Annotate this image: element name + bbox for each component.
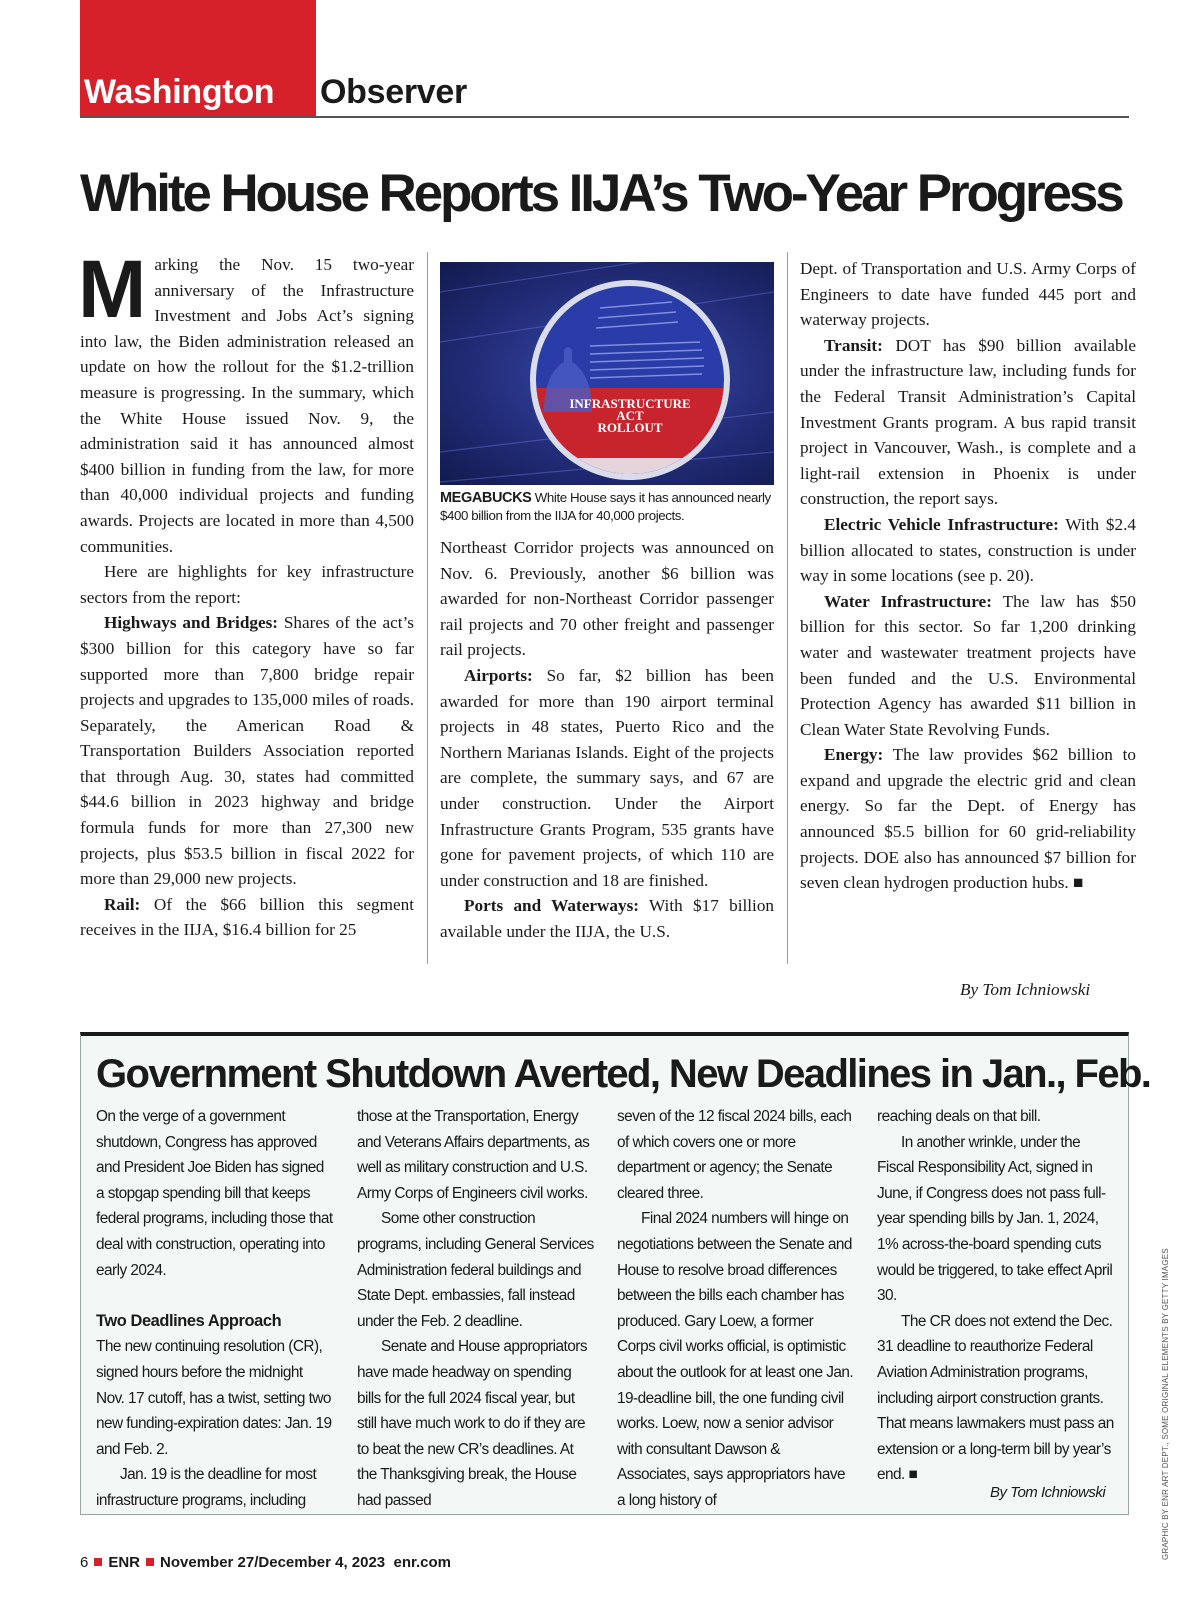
energy-label: Energy: — [824, 745, 884, 765]
ports-continued: Dept. of Transportation and U.S. Army Corps of Engineers to date have funded 445 port and waterway projects. — [800, 259, 1136, 330]
sidebar-subhead: Two Deadlines Approach — [96, 1311, 282, 1330]
transit-label: Transit: — [824, 335, 883, 355]
sidebar-paragraph: The new continuing resolution (CR), signed hours before the midnight Nov. 17 cutoff, has a twist, setting two new funding-expiration dates: Jan. 19 and Feb. 2. — [96, 1338, 332, 1458]
ev-label: Electric Vehicle Infrastructure: — [824, 514, 1059, 534]
ports-text: With $17 billion available under the IIJA, the U.S. — [440, 896, 775, 941]
article-paragraph: Here are highlights for key infrastructure sectors from the report: — [80, 562, 414, 607]
sidebar-paragraph: On the verge of a government shutdown, Congress has approved and President Joe Biden has signed a stopgap spending bill that keeps federal programs, including those that deal with construction, operating into early 2024. — [96, 1108, 333, 1279]
lede-text: arking the Nov. 15 two-year anniversary of the Infrastructure Investment and Jobs Act’s signing into law, the Biden administration released an update on how the rollout for the $1.2-trillion measure is progressing. In the summary, which the White House issued Nov. 9, the administration said it has announced almost $400 billion in funding from the law, for more than 40,000 individual projects and funding awards. Projects are located in more than 4,500 communities. — [80, 255, 414, 556]
rollout-photo — [440, 262, 774, 485]
airports-text: So far, $2 billion has been awarded for more than 190 airport terminal projects in 48 states, Puerto Rico and the Northern Marianas Islands. Eight of the projects are complete, the summary says, and 67 are under construction. Under the Airport Infrastructure Grants Program, 535 grants have gone for pavement projects, of which 110 are under construction and 18 are finished. — [440, 665, 774, 890]
page-footer — [80, 1553, 451, 1573]
sidebar-column-2 — [357, 1104, 595, 1514]
rail-text: Of the $66 billion this segment receives in the IIJA, $16.4 billion for 25 — [80, 894, 414, 940]
caption-label: MEGABUCKS — [440, 490, 532, 506]
water-text: The law has $50 billion for this sector. So far 1,200 drinking water and wastewater treatment projects have been funded and the U.S. Environmental Protection Agency has awarded $11 billion in Clean Water State Revolving Funds. — [800, 591, 1136, 739]
sidebar-paragraph: reaching deals on that bill. — [877, 1108, 1041, 1125]
issue-date: November 27/December 4, 2023 — [160, 1554, 386, 1571]
section-label-observer: Observer — [320, 73, 467, 111]
energy-paragraph — [800, 742, 1136, 896]
column-divider — [427, 252, 428, 964]
ev-paragraph — [800, 512, 1136, 589]
sidebar-byline: By Tom Ichniowski — [990, 1484, 1106, 1501]
water-paragraph — [800, 589, 1136, 743]
sidebar-paragraph: The CR does not extend the Dec. 31 deadline to reauthorize Federal Aviation Administration programs, including airport construction grants. That means lawmakers must pass an extension or a long-term bill by year’s end. ■ — [877, 1312, 1114, 1484]
graphic-credit: GRAPHIC BY ENR ART DEPT., SOME ORIGINAL ELEMENTS BY GETTY IMAGES — [1161, 1248, 1170, 1560]
ports-label: Ports and Waterways: — [464, 896, 640, 916]
sidebar-spacer — [96, 1283, 334, 1309]
sidebar-paragraph: In another wrinkle, under the Fiscal Responsibility Act, signed in June, if Congress does not pass full-year spending bills by Jan. 1, 2024, 1% across-the-board spending cuts would be triggered, to take effect April 30. — [877, 1133, 1113, 1305]
rail-continued: Northeast Corridor projects was announced on Nov. 6. Previously, another $6 billion was awarded for non-Northeast Corridor passenger rail projects and 70 other freight and passenger rail projects. — [440, 538, 774, 660]
infrastructure-act-seal-graphic — [440, 262, 774, 485]
site-link[interactable]: enr.com — [393, 1554, 452, 1571]
article-headline: White House Reports IIJA’s Two-Year Progress — [80, 164, 1122, 223]
energy-text: The law provides $62 billion to expand and upgrade the electric grid and clean energy. So far the Dept. of Energy has announced $5.5 billion for 60 grid-reliability projects. DOE also has announced $7 billion for seven clean hydrogen production hubs. ■ — [800, 745, 1136, 893]
sidebar-column-4 — [877, 1104, 1115, 1488]
section-label — [84, 72, 467, 112]
seal-text-line-1: INFRASTRUCTURE — [569, 396, 691, 411]
highways-label: Highways and Bridges: — [104, 613, 279, 633]
drop-cap: M — [78, 244, 147, 335]
bullet-square-icon — [94, 1558, 102, 1566]
article-column-2 — [440, 535, 774, 945]
sidebar-column-3 — [617, 1104, 855, 1514]
page-number: 6 — [80, 1554, 89, 1571]
sidebar-paragraph: Some other construction programs, including General Services Administration federal buildings and State Dept. embassies, fall instead under the Feb. 2 deadline. — [357, 1210, 594, 1330]
sidebar-paragraph: Jan. 19 is the deadline for most infrastructure programs, including — [96, 1466, 317, 1509]
highways-paragraph — [80, 610, 414, 892]
seal-text-line-2: ACT — [616, 408, 644, 423]
transit-text: DOT has $90 billion available under the infrastructure law, including funds for the Federal Transit Administration’s Capital Investment Grants program. A bus rapid transit project in Vancouver, Wash., is complete and a light-rail extension in Phoenix is under construction, the report says. — [800, 335, 1136, 509]
airports-label: Airports: — [464, 665, 533, 685]
airports-paragraph — [440, 663, 774, 893]
rail-label: Rail: — [104, 894, 141, 914]
sidebar-paragraph: seven of the 12 fiscal 2024 bills, each of which covers one or more department or agency; the Senate cleared three. — [617, 1108, 852, 1202]
sidebar-column-1 — [96, 1104, 334, 1514]
caption-text: White House says it has announced nearly $400 billion from the IIJA for 40,000 projects. — [440, 490, 771, 523]
bullet-square-icon — [146, 1558, 154, 1566]
sidebar-headline: Government Shutdown Averted, New Deadlines in Jan., Feb. — [96, 1052, 1151, 1096]
section-label-washington: Washington — [84, 73, 275, 111]
transit-paragraph — [800, 333, 1136, 512]
rail-paragraph — [80, 892, 414, 943]
article-byline: By Tom Ichniowski — [960, 980, 1091, 999]
column-divider — [787, 252, 788, 964]
sidebar-paragraph: Final 2024 numbers will hinge on negotiations between the Senate and House to resolve broad differences between the bills each chamber has produced. Gary Loew, a former Corps civil works official, is optimistic about the outlook for at least one Jan. 19-deadline bill, the one funding civil works. Loew, now a senior advisor with consultant Dawson & Associates, says appropriators have a long history of — [617, 1210, 854, 1509]
article-column-1 — [78, 244, 414, 943]
ports-paragraph — [440, 893, 774, 944]
water-label: Water Infrastructure: — [824, 591, 992, 611]
seal-text-line-3: ROLLOUT — [597, 420, 663, 435]
highways-text: Shares of the act’s $300 billion for this category have so far supported more than 7,800 bridge repair projects and upgrades to 135,000 miles of roads. Separately, the American Road & Transportation Builders Association reported that through Aug. 30, states had committed $44.6 billion in 2023 highway and bridge formula funds for more than 27,300 new projects, plus $53.5 billion in fiscal 2022 for more than 29,000 new projects. — [80, 613, 414, 889]
article-lede — [78, 244, 414, 559]
ev-text: With $2.4 billion allocated to states, construction is under way in some locations (see p. 20). — [800, 514, 1136, 586]
article-column-3 — [800, 256, 1136, 896]
sidebar-paragraph: Senate and House appropriators have made headway on spending bills for the full 2024 fiscal year, but still have much work to do if they are to beat the new CR’s deadlines. At the Thanksgiving break, the House had passed — [357, 1338, 587, 1509]
publication-name: ENR — [108, 1554, 141, 1571]
photo-caption — [440, 489, 774, 524]
masthead-rule — [80, 116, 1129, 118]
sidebar-paragraph: those at the Transportation, Energy and Veterans Affairs departments, as well as military construction and U.S. Army Corps of Engineers civil works. — [357, 1108, 590, 1202]
